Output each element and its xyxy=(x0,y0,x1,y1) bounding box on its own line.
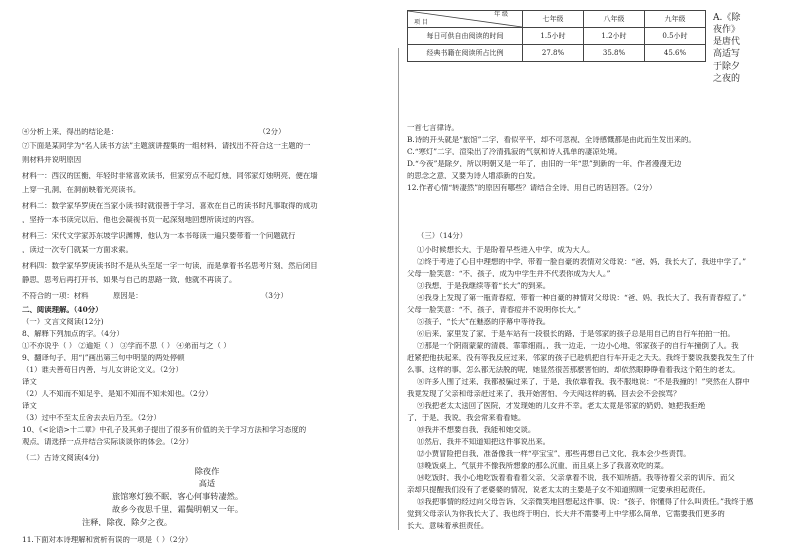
q7-prompt-cont: 则材料并说明原因 xyxy=(22,156,82,164)
subsection-3-title: （三）（14分） xyxy=(417,232,468,240)
poem-line-1: 旅馆寒灯独不眠，客心何事转凄然。 xyxy=(112,492,244,501)
table-cell: 1.5小时 xyxy=(523,28,584,45)
option-c: C.“寒灯”二字，渲染出了冷清孤寂的气氛和诗人孤单的凄凉处境。 xyxy=(407,148,622,156)
paragraph: ③我想，于是我继续等着“长大”的到来。 xyxy=(417,282,551,290)
q9-3: （3）过中不至太丘舍去去后乃至。（2分） xyxy=(22,414,161,422)
option-d: D.“今夜”是除夕，所以明朝又是一年了，由旧的一年“思”到新的一年，作者漫漫无边 xyxy=(407,160,682,168)
side-line: 之夜的 xyxy=(713,73,741,84)
material-1-cont: 上穿一孔洞，在洞前映着光亮读书。 xyxy=(22,186,141,194)
side-line: 高适写 xyxy=(713,49,741,60)
poem-author: 高适 xyxy=(198,479,216,488)
table-cell: 45.6% xyxy=(645,45,706,62)
paragraph-cont: 父母一脸笑意：“不，孩子，成为中学生并不代表你成为大人。” xyxy=(407,270,611,278)
paragraph: ⑨我把老太太送回了医院，才发现她的儿女并不幸。老太太竟是邻家的奶奶，她把我拒绝 xyxy=(417,402,706,410)
material-2: 材料二：数学家华罗庚在当家小读书时就很善于学习，喜欢在自己的读书时凡事取得的成功 xyxy=(22,202,318,210)
paragraph: ⑩我并不想要自我，我能和她交谈。 xyxy=(417,426,536,434)
q10-prompt: 10、《<论语>十二章》中孔子及其弟子提出了很多有价值的关于学习方法和学习态度的 xyxy=(22,426,307,434)
side-line: A.《除 xyxy=(713,13,741,23)
q8-title: 8、解释下列加点的字。（4分） xyxy=(22,330,124,338)
option-a-tail: 一首七言律诗。 xyxy=(407,124,459,132)
option-d-cont: 的思念之意，又要为诗人增添新的白发。 xyxy=(407,172,541,180)
paragraph: ⑧许多人围了过来，我都被骗过来了，于是，我依靠着我，我不服地说：“不是我撞的！”突然在人群中 xyxy=(417,378,750,386)
corner-top-label: 年 级 xyxy=(494,11,508,18)
subsection-1-title: （一）文言文阅读(12分) xyxy=(22,318,104,326)
material-3: 材料三：宋代文学家苏东坡学识渊博，他认为一本书每读一遍只要带着一个问题就行 xyxy=(22,232,296,240)
paragraph-cont: 我竟发现了父亲和母亲赶过来了，我开始害怕，今天闯这样的祸，回去会不会挨骂？ xyxy=(407,390,681,398)
subsection-2-title: （二）古诗文阅读(4分) xyxy=(22,454,99,462)
paragraph: ⑥后来，家里发了家，于是车站有一段很长的路，于是邻家的孩子总是用自己的自行车拍拍一拍。 xyxy=(417,330,735,338)
q9-2: （2）人不知而不知足乎，是知不知而不知未知也。（2分） xyxy=(22,390,213,398)
paragraph: ⑫小贾冒险把自我，准备像我一样“亭宝宝”，那些再想自己文化，我本会少些责罚。 xyxy=(417,450,691,458)
paragraph-cont: 么事，这样的事，怎么都无法脱的呢，她显然很苦那麽害怕的，却依然眼睁睁看着我这个陌生的老太。 xyxy=(407,366,740,374)
material-1: 材料一：西汉的匡衡，年轻时非常喜欢读书，但家穷点不起灯烛，同邻家灯烛明亮，便在墙 xyxy=(22,172,318,180)
q10-prompt-cont: 观点，请选择一点并结合实际谈谈你的体会。（2分） xyxy=(22,438,193,446)
reading-survey-table xyxy=(407,10,706,62)
table-row xyxy=(408,28,706,45)
table-cell: 1.2小时 xyxy=(584,28,645,45)
paragraph: ①小时候想长大，于是盼着早些进入中学，成为大人。 xyxy=(417,246,595,254)
paragraph: ②终于考进了心目中理想的中学，带着一脸自豪的表情对父母说：“爸，妈，我长大了，我进中学了。” xyxy=(417,258,747,266)
paragraph: ④我身上发现了第一瓶青春痘，带着一种自豪的神情对父母说：“爸、妈，我长大了，我有青春痘了。” xyxy=(417,294,747,302)
q12-prompt: 12.作者心情“转凄然”的原因有哪些？请结合全诗，用自己的话回答。（2分） xyxy=(407,184,657,192)
question-answer-line: ④分析上来，得出的结论是：______________________________________（2分） xyxy=(22,128,286,136)
row-label: 经典书籍在阅读所占比例 xyxy=(408,45,523,62)
section-2-title: 二、阅读理解。（40分） xyxy=(22,306,103,314)
paragraph: ⑬晚饭桌上，气氛并不像我所想象的那么沉重，而且桌上多了我喜欢吃的菜。 xyxy=(417,462,669,470)
poem-line-2: 故乡今夜思千里，霜鬓明朝又一年。 xyxy=(112,505,244,514)
col-header: 七年级 xyxy=(523,11,584,28)
table-cell: 0.5小时 xyxy=(645,28,706,45)
option-a-side-text xyxy=(713,12,773,85)
col-header: 九年级 xyxy=(645,11,706,28)
q9-1: （1）谁夫善苟日内善，与儿女讲论文义。（2分） xyxy=(22,366,183,374)
paragraph: ⑪然后，我并不知道知把这件事说出来。 xyxy=(417,438,551,446)
side-line: 于除夕 xyxy=(713,61,741,72)
q9-title: 9、翻译句子，用“|”画出第三句中明显的两处停顿 xyxy=(22,354,185,362)
q7-prompt: ⑦下面是某同学为“名人读书方法”主题演讲搜集的一组材料，请找出不符合这一主题的一 xyxy=(22,142,311,150)
side-line: 是唐代 xyxy=(713,37,741,48)
q11-prompt: 11.下面对本诗理解和赏析有误的一项是（ ）（2分） xyxy=(22,536,193,544)
translation-line-1: 译文________________________________________________________________ xyxy=(22,378,274,386)
paragraph: ⑮我把事情的经过向父母告诉，父亲微笑地回想起这件事，说：“孩子，你懂得了什么叫责任。”我终于感 xyxy=(417,498,754,506)
option-b: B.诗的开头就是“旅馆”二字，看似平平，却不可忽视，全诗感慨都是由此而生发出来的。 xyxy=(407,136,696,144)
paragraph-cont: 父母一脸笑意：“不，孩子，青春痘并不说明你长大。” xyxy=(407,306,581,314)
poem-title: 除夜作 xyxy=(194,467,220,476)
material-2-cont: ，坚持一本书读完以后，他也会凝视书页一起深刻地回想所读过的内容。 xyxy=(22,216,259,224)
paragraph-cont: 觉到父母亲认为你我长大了，我也终于明白，长大并不需要考上中学那么简单，它需要我们更多的 xyxy=(407,510,725,518)
table-cell: 27.8% xyxy=(523,45,584,62)
paragraph: ⑤孩子，“长大”在魅惑的序幕中等待我。 xyxy=(417,318,551,326)
side-line: 夜作》 xyxy=(713,25,741,36)
table-cell: 35.8% xyxy=(584,45,645,62)
row-label: 每日可供自由阅读的时间 xyxy=(408,28,523,45)
paragraph-cont: 了，于是，我说，我会常来看看她。 xyxy=(407,414,526,422)
paragraph-cont: 亲却只提醒我们没有了老婆婆的情况，说老太太的主要是子女不知道照顾一定要承担起责任。 xyxy=(407,486,711,494)
table-corner-cell xyxy=(408,11,523,28)
column-divider xyxy=(398,48,399,530)
material-4-cont: 静思，思考后再打开书，如果与自己的思路一致，他就不再读了。 xyxy=(22,276,237,284)
q7-answer-line: 不符合的一项：材料______ 原因是：________________________________（3分） xyxy=(22,292,288,300)
paragraph: ⑦那是一个阴雨蒙蒙的清晨，霏霏细雨。，我一边走，一边小心地，邻家孩子的自行车撞倒了人。我 xyxy=(417,342,739,350)
col-header: 八年级 xyxy=(584,11,645,28)
material-3-cont: ，读过一次专门就某一方面求索。 xyxy=(22,246,133,254)
poem-note: 注释，除夜，除夕之夜。 xyxy=(82,518,173,527)
paragraph: ⑭吃饭时，我小心地吃饭着看看着父亲，父亲拿着不说，我不知所措。我等待着父亲的训斥，而父 xyxy=(417,474,735,482)
table-row xyxy=(408,45,706,62)
corner-bottom-label: 项 目 xyxy=(414,19,428,26)
paragraph-cont: 长大，意味着承担责任。 xyxy=(407,522,489,530)
translation-line-2: 译文________________________________________________________________ xyxy=(22,402,274,410)
material-4: 材料四：数学家华罗庚读书时不是从头至尾一字一句读，而是拿着书名思考片刻，然后闭目 xyxy=(22,262,318,270)
q8-items: ①不亦说乎（ ） ②逾矩（ ） ③学而不思（ ） ④弟而与之（ ） xyxy=(22,342,231,350)
paragraph-cont: 赶紧把他扶起来，没有等我反应过来，邻家的孩子已趁机把自行车开走之夭夭。我终于要说我要我发生了什 xyxy=(407,354,755,362)
